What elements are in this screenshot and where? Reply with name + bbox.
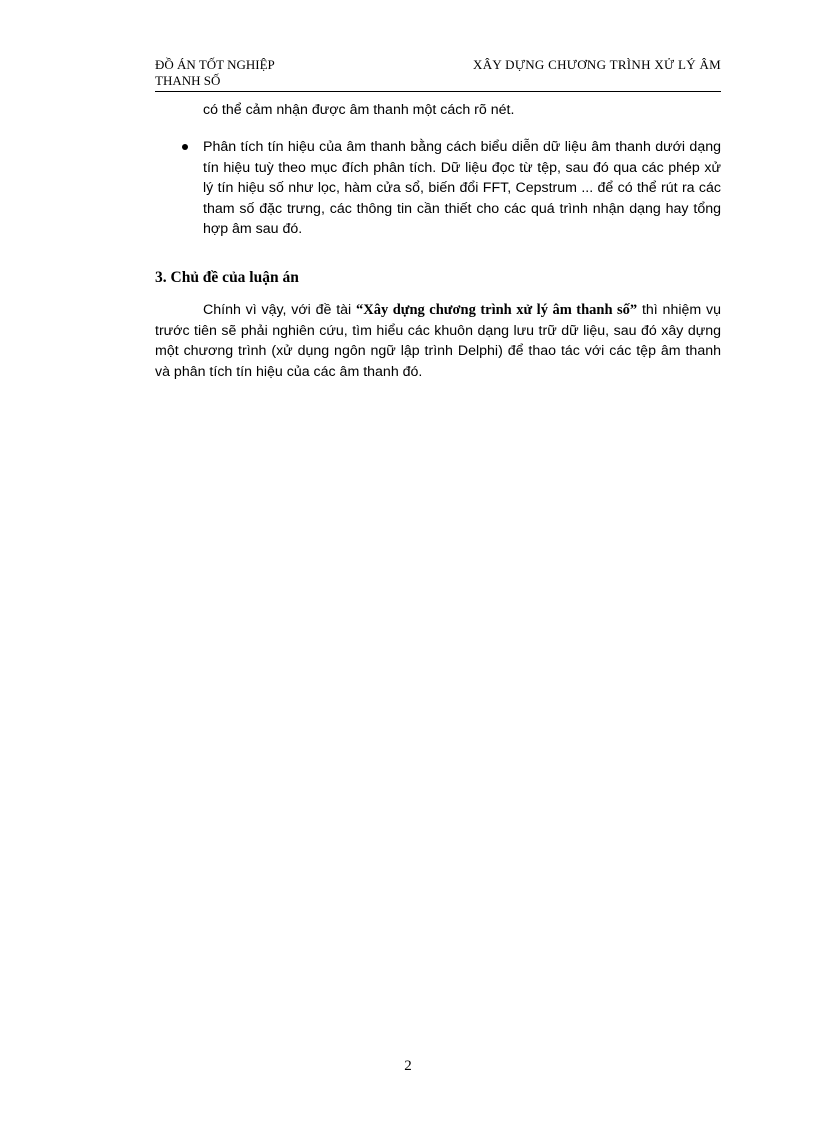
header-left-line2: THANH SỐ xyxy=(155,73,221,88)
thesis-title: “Xây dựng chương trình xử lý âm thanh số” xyxy=(356,302,638,318)
continuation-line: có thể cảm nhận được âm thanh một cách rõ nét. xyxy=(203,102,515,118)
header-right: XÂY DỰNG CHƯƠNG TRÌNH XỬ LÝ ÂM xyxy=(473,57,721,72)
header-left-line1: ĐỒ ÁN TỐT NGHIỆP xyxy=(155,57,275,72)
page-header xyxy=(155,57,721,92)
body-paragraph xyxy=(155,300,721,382)
bullet-dot-icon xyxy=(182,144,188,150)
bullet-text: Phân tích tín hiệu của âm thanh bằng cách biểu diễn dữ liệu âm thanh dưới dạng tín hiệu tuỳ theo mục đích phân tích. Dữ liệu đọc từ tệp, sau đó qua các phép xử lý tín hiệu số như lọc, hàm cửa sổ, biến đổi FFT, Cepstrum ... để có thể rút ra các tham số đặc trưng, các thông tin cần thiết cho các quá trình nhận dạng hay tổng hợp âm sau đó. xyxy=(203,139,721,237)
header-left xyxy=(155,57,355,89)
section-heading: 3. Chủ đề của luận án xyxy=(155,269,299,286)
paragraph-rest: thì nhiệm vụ trước tiên sẽ phải nghiên cứu, tìm hiểu các khuôn dạng lưu trữ dữ liệu, sau đó xây dựng một chương trình (xử dụng ngôn ngữ lập trình Delphi) để thao tác với các tệp âm thanh và phân tích tín hiệu của các âm thanh đó. xyxy=(155,302,721,380)
paragraph-intro: Chính vì vậy, với đề tài xyxy=(203,302,357,318)
page-number: 2 xyxy=(404,1058,412,1074)
